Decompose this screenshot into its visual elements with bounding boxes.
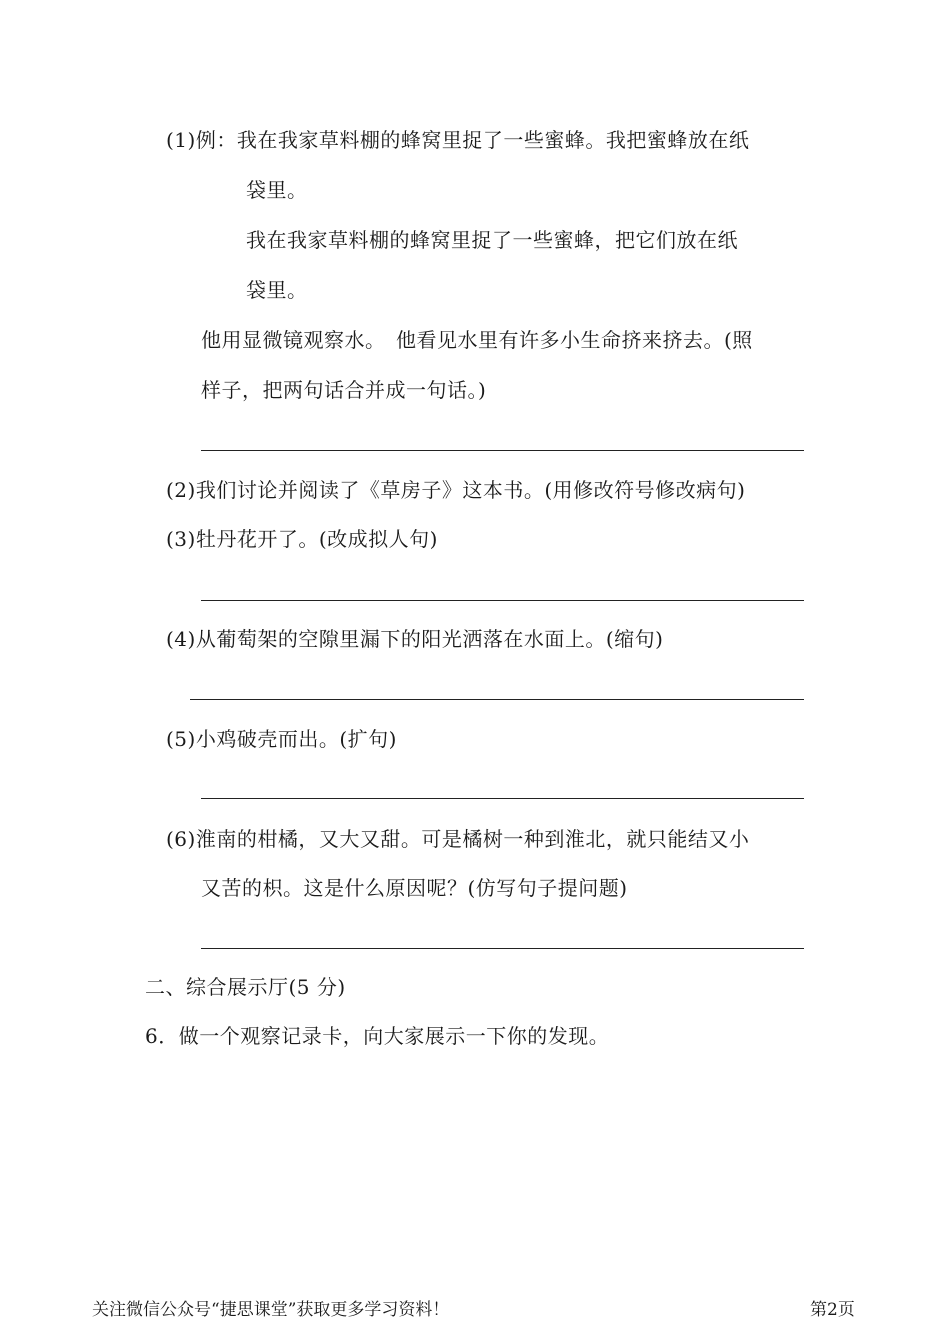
section2-heading: 二、综合展示厅(5 分) [145, 975, 346, 999]
q1-example-line3: 我在我家草料棚的蜂窝里捉了一些蜜蜂，把它们放在纸 [246, 228, 738, 252]
q1-example-line2: 袋里。 [246, 178, 308, 202]
q6-line1: (6)淮南的柑橘，又大又甜。可是橘树一种到淮北，就只能结又小 [166, 827, 750, 851]
q3-text: (3)牡丹花开了。(改成拟人句) [166, 527, 438, 551]
footer-promo: 关注微信公众号“捷思课堂”获取更多学习资料！ [92, 1300, 450, 1320]
answer-line-q3[interactable] [201, 600, 804, 601]
q1-task-line2: 样子，把两句话合并成一句话。) [201, 378, 487, 402]
q1-example-line1: (1)例：我在我家草料棚的蜂窝里捉了一些蜜蜂。我把蜜蜂放在纸 [166, 128, 750, 152]
answer-line-q4[interactable] [190, 699, 804, 700]
answer-line-q1[interactable] [201, 450, 804, 451]
answer-line-q6[interactable] [201, 948, 804, 949]
page-number: 第2页 [810, 1300, 855, 1320]
q1-task-line1: 他用显微镜观察水。 他看见水里有许多小生命挤来挤去。(照 [201, 328, 753, 352]
q5-text: (5)小鸡破壳而出。(扩句) [166, 727, 397, 751]
section2-question6: 6．做一个观察记录卡，向大家展示一下你的发现。 [145, 1024, 610, 1048]
q6-line2: 又苦的枳。这是什么原因呢？(仿写句子提问题) [201, 876, 628, 900]
q2-text: (2)我们讨论并阅读了《草房子》这本书。(用修改符号修改病句) [166, 478, 746, 502]
q1-example-line4: 袋里。 [246, 278, 308, 302]
answer-line-q5[interactable] [201, 798, 804, 799]
q4-text: (4)从葡萄架的空隙里漏下的阳光洒落在水面上。(缩句) [166, 627, 664, 651]
